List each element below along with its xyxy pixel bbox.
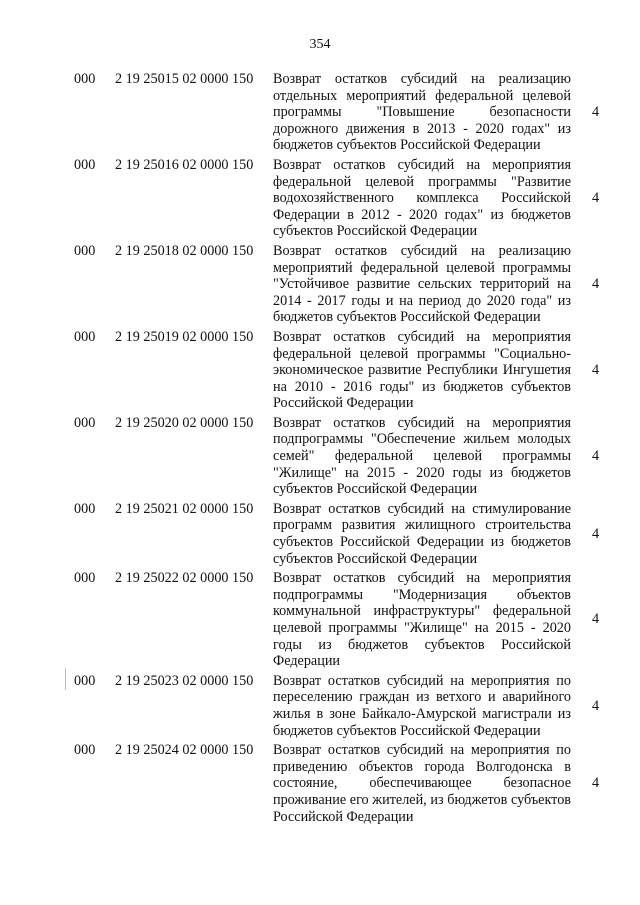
budget-classification-code: 2 19 25023 02 0000 150 bbox=[115, 672, 254, 689]
amount-value: 4 bbox=[592, 275, 600, 292]
table-row bbox=[0, 673, 640, 739]
revenue-description: Возврат остатков субсидий на мероприятия по переселению граждан из ветхого и аварийного жилья в зоне Байкало-Амурской магистрали из бюджетов субъектов Российской Федерации bbox=[273, 672, 571, 739]
admin-code-text: 000 bbox=[74, 570, 96, 587]
admin-code-text: 000 bbox=[74, 672, 96, 689]
revenue-description: Возврат остатков субсидий на мероприятия федеральной целевой программы "Развитие водохозяйственного комплекса Российской Федерации в 2012 - 2020 годах" из бюджетов субъектов Российской Федерации bbox=[273, 156, 571, 240]
budget-classification-code: 2 19 25024 02 0000 150 bbox=[115, 742, 254, 759]
amount-value: 4 bbox=[592, 525, 600, 542]
table-row bbox=[0, 501, 640, 567]
revenue-description: Возврат остатков субсидий на мероприятия подпрограммы "Модернизация объектов коммунальной инфраструктуры" федеральной целевой программы "Жилище" на 2015 - 2020 годы из бюджетов субъектов Российской Федерации bbox=[273, 570, 571, 670]
admin-code-text: 000 bbox=[74, 328, 96, 345]
admin-code-text: 000 bbox=[74, 71, 96, 87]
budget-classification-code: 2 19 25022 02 0000 150 bbox=[115, 570, 254, 587]
amount-value: 4 bbox=[592, 775, 600, 792]
amount-value: 4 bbox=[592, 361, 600, 378]
budget-codes-table bbox=[0, 71, 640, 825]
revenue-description: Возврат остатков субсидий на мероприятия по приведению объектов города Волгодонска в состояние, обеспечивающее безопасное проживание его жителей, из бюджетов субъектов Российской Федерации bbox=[273, 742, 571, 825]
table-row bbox=[0, 415, 640, 498]
amount-value: 4 bbox=[592, 611, 600, 628]
table-row bbox=[0, 570, 640, 670]
budget-classification-code: 2 19 25021 02 0000 150 bbox=[115, 500, 254, 517]
amount-value: 4 bbox=[592, 447, 600, 464]
budget-classification-code: 2 19 25015 02 0000 150 bbox=[115, 71, 254, 87]
budget-classification-code: 2 19 25018 02 0000 150 bbox=[115, 242, 254, 259]
admin-code-text: 000 bbox=[74, 242, 96, 259]
admin-code-text: 000 bbox=[74, 500, 96, 517]
amount-value: 4 bbox=[592, 697, 600, 714]
revenue-description: Возврат остатков субсидий на мероприятия подпрограммы "Обеспечение жильем молодых семей" федеральной целевой программы "Жилище" на 2015 - 2020 годы из бюджетов субъектов Российской Федерации bbox=[273, 414, 571, 498]
budget-classification-code: 2 19 25016 02 0000 150 bbox=[115, 156, 254, 173]
budget-classification-code: 2 19 25019 02 0000 150 bbox=[115, 328, 254, 345]
table-row bbox=[0, 243, 640, 326]
page-number: 354 bbox=[309, 37, 331, 52]
revenue-description: Возврат остатков субсидий на стимулирование программ развития жилищного строительства субъектов Российской Федерации из бюджетов субъектов Российской Федерации bbox=[273, 500, 571, 567]
table-row bbox=[0, 742, 640, 825]
amount-value: 4 bbox=[592, 104, 600, 120]
revenue-description: Возврат остатков субсидий на реализацию отдельных мероприятий федеральной целевой программы "Повышение безопасности дорожного движения в 2013 - 2020 годах" из бюджетов субъектов Российской Федерации bbox=[273, 71, 571, 154]
table-row bbox=[0, 71, 640, 154]
revenue-description: Возврат остатков субсидий на реализацию мероприятий федеральной целевой программы "Устойчивое развитие сельских территорий на 2014 - 2017 годы и на период до 2020 года" из бюджетов субъектов Российской Федерации bbox=[273, 242, 571, 326]
admin-code-text: 000 bbox=[74, 742, 96, 759]
admin-code-text: 000 bbox=[74, 414, 96, 431]
table-row bbox=[0, 157, 640, 240]
table-row bbox=[0, 329, 640, 412]
amount-value: 4 bbox=[592, 189, 600, 206]
admin-code-text: 000 bbox=[74, 156, 96, 173]
revenue-description: Возврат остатков субсидий на мероприятия федеральной целевой программы "Социально-экономическое развитие Республики Ингушетия на 2010 - 2016 годы" из бюджетов субъектов Российской Федерации bbox=[273, 328, 571, 412]
budget-classification-code: 2 19 25020 02 0000 150 bbox=[115, 414, 254, 431]
